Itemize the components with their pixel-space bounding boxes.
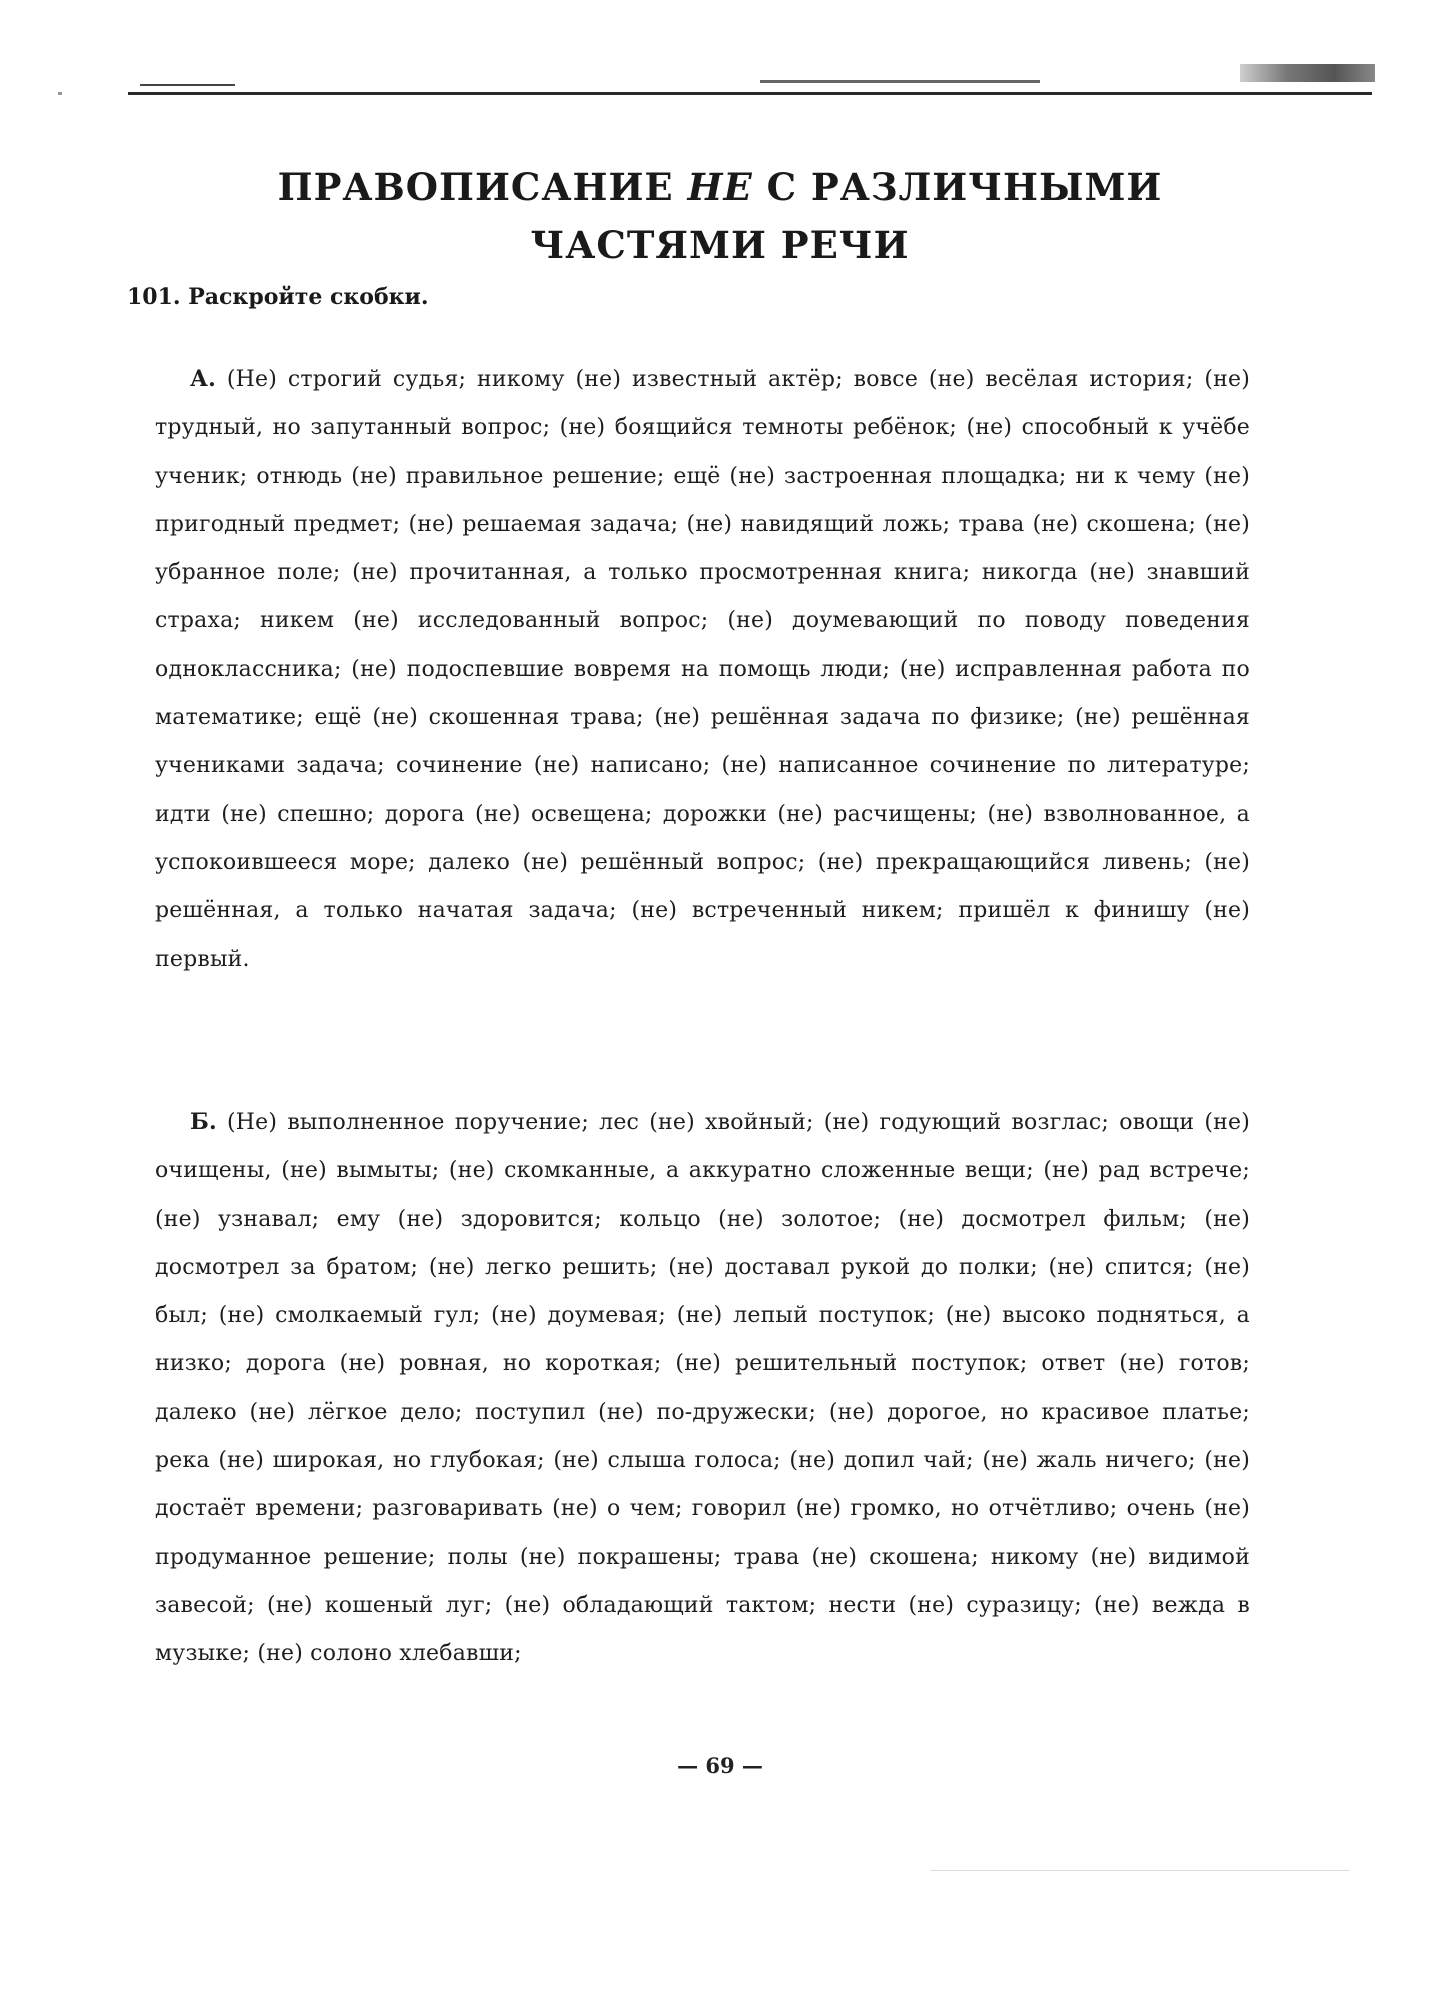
title-prefix: ПРАВОПИСАНИЕ — [277, 165, 674, 209]
title-line-2: ЧАСТЯМИ РЕЧИ — [530, 223, 910, 267]
section-b-text: (Не) выполненное поручение; лес (не) хвойный; (не) годующий возглас; овощи (не) очищены, (не) вымыты; (не) скомканные, а аккуратно сложенные вещи; (не) рад встрече; (не) узнавал; ему (не) здоровится; кольцо (не) золотое; (не) досмотрел фильм; (не) досмотрел за братом; (не) легко решить; (не) доставал рукой до полки; (не) спится; (не) был; (не) смолкаемый гул; (не) доумевая; (не) лепый поступок; (не) высоко подняться, а низко; дорога (не) ровная, но короткая; (не) решительный поступок; ответ (не) готов; далеко (не) лёгкое дело; поступил (не) по-дружески; (не) дорогое, но красивое платье; река (не) широкая, но глубокая; (не) слыша голоса; (не) допил чай; (не) жаль ничего; (не) достаёт времени; разговаривать (не) о чем; говорил (не) громко, но отчётливо; очень (не) продуманное решение; полы (не) покрашены; трава (не) скошена; никому (не) видимой завесой; (не) кошеный луг; (не) обладающий тактом; нести (не) суразицу; (не) вежда в музыке; (не) солоно хлебавши; — [155, 1110, 1250, 1667]
title-suffix: С РАЗЛИЧНЫМИ — [766, 165, 1163, 209]
header-rule — [128, 92, 1372, 95]
section-b-paragraph — [155, 1098, 1250, 1679]
page-title — [0, 158, 1440, 274]
scan-artifact-dot — [58, 92, 62, 95]
footer-scan-line — [930, 1870, 1350, 1871]
section-a-label: А. — [190, 366, 216, 392]
exercise-heading: 101. Раскройте скобки. — [127, 284, 429, 310]
header-rule-short — [140, 84, 235, 86]
header-scan-block — [1240, 64, 1375, 82]
section-b-label: Б. — [190, 1109, 217, 1135]
header-rule-mid — [760, 80, 1040, 83]
section-a-paragraph — [155, 355, 1250, 984]
section-a-text: (Не) строгий судья; никому (не) известный актёр; вовсе (не) весёлая история; (не) трудный, но запутанный вопрос; (не) боящийся темноты ребёнок; (не) способный к учёбе ученик; отнюдь (не) правильное решение; ещё (не) застроенная площадка; ни к чему (не) пригодный предмет; (не) решаемая задача; (не) навидящий ложь; трава (не) скошена; (не) убранное поле; (не) прочитанная, а только просмотренная книга; никогда (не) знавший страха; никем (не) исследованный вопрос; (не) доумевающий по поводу поведения одноклассника; (не) подоспевшие вовремя на помощь люди; (не) исправленная работа по математике; ещё (не) скошенная трава; (не) решённая задача по физике; (не) решённая учениками задача; сочинение (не) написано; (не) написанное сочинение по литературе; идти (не) спешно; дорога (не) освещена; дорожки (не) расчищены; (не) взволнованное, а успокоившееся море; далеко (не) решённый вопрос; (не) прекращающийся ливень; (не) решённая, а только начатая задача; (не) встреченный никем; пришёл к финишу (не) первый. — [155, 367, 1250, 972]
title-italic-ne: НЕ — [687, 165, 753, 209]
title-line-1 — [0, 158, 1440, 216]
page-number: — 69 — — [677, 1753, 763, 1778]
